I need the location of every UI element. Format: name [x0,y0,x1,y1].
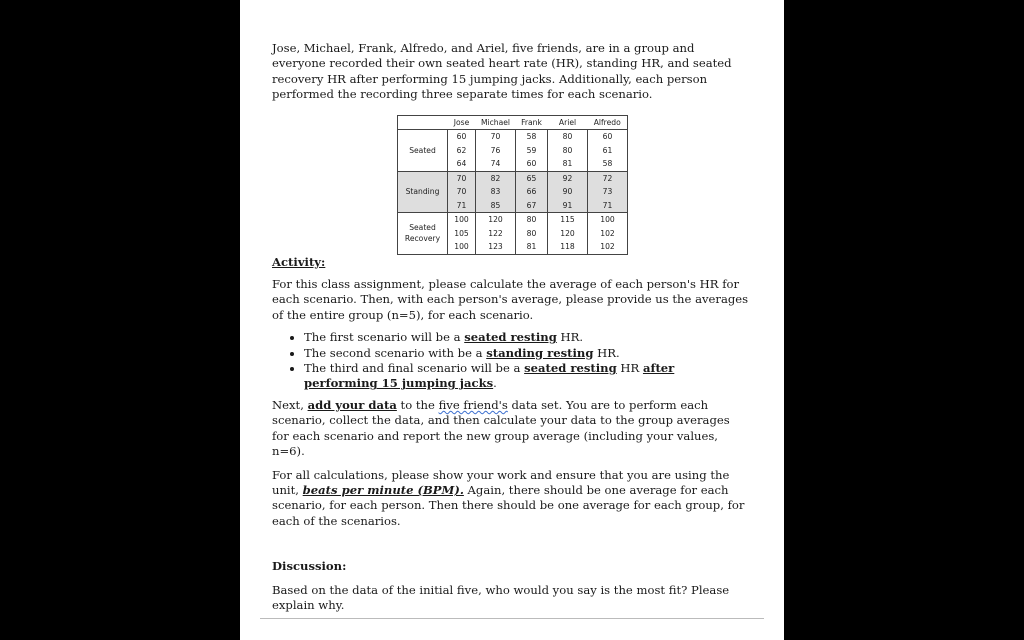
next-text: data set. You are to perform each scenario, collect the data, and then calculate your data to the group averages for each scenario and report the new group average (including your values, n=6). [272,397,730,459]
table-cell: 72 [588,171,628,185]
discussion-paragraph: Based on the data of the initial five, who would you say is the most fit? Please explain why. [272,582,730,612]
table-cell: 59 [516,144,548,158]
document-page [240,0,784,640]
table-cell: 100 [448,240,476,254]
discussion-heading: Discussion: [272,559,347,574]
bullet-text: The second scenario with be a [304,345,487,360]
table-cell: 58 [516,130,548,144]
table-cell: 60 [448,130,476,144]
table-cell: 70 [448,171,476,185]
header-michael: Michael [476,115,516,130]
table-row [398,130,628,144]
table-cell: 60 [588,130,628,144]
bullet-emphasis: seated resting [524,361,617,376]
table-cell: 60 [516,157,548,171]
activity-paragraph: For this class assignment, please calculate the average of each person's HR for each scenario. Then, with each person's average, please provide us the averages of the entire group (n=5), for each scenario. [272,277,749,322]
bullet-text: The first scenario will be a [304,330,465,345]
table-cell: 80 [516,213,548,227]
next-text: to the [396,397,439,412]
table-cell: 81 [516,240,548,254]
table-cell: 120 [476,213,516,227]
table-cell: 62 [448,144,476,158]
hr-table-wrapper [397,115,627,255]
bullet-text: . [493,376,497,391]
list-item [304,346,750,361]
heart-rate-table [397,115,628,255]
group-label-standing: Standing [398,171,448,213]
spacer [272,529,750,559]
page-divider [260,618,764,619]
table-cell: 90 [548,185,588,199]
bullet-text: HR. [593,345,620,360]
bullet-text: The third and final scenario will be a [304,361,525,376]
table-cell: 58 [588,157,628,171]
table-cell: 115 [548,213,588,227]
table-cell: 118 [548,240,588,254]
group-label-seated-recovery: Seated Recovery [398,213,448,255]
spacer [272,460,750,468]
next-text: Next, [272,397,308,412]
table-cell: 123 [476,240,516,254]
intro-paragraph: Jose, Michael, Frank, Alfredo, and Ariel, five friends, are in a group and everyone recorded their own seated heart rate (HR), standing HR, and seated recovery HR after performing 15 jumping jacks. Additionally, each person performed the recording three separate times for each scenario. [272,41,732,102]
table-cell: 122 [476,227,516,241]
header-frank: Frank [516,115,548,130]
header-jose: Jose [448,115,476,130]
calc-text: Again, there should be one average for each scenario, for each person. Then there should be one average for each group, for each of the scenarios. [272,482,745,528]
table-cell: 100 [588,213,628,227]
header-ariel: Ariel [548,115,588,130]
table-cell: 105 [448,227,476,241]
document-content [272,41,750,613]
table-cell: 100 [448,213,476,227]
table-cell: 76 [476,144,516,158]
list-item [304,361,750,392]
bullet-emphasis: after performing 15 jumping jacks [304,361,675,391]
bullet-text: HR. [556,330,584,345]
calc-text: For all calculations, please show your work and ensure that you are using the unit, [272,467,730,497]
table-cell: 67 [516,199,548,213]
table-cell: 80 [548,130,588,144]
bullet-emphasis: seated resting [464,330,557,345]
table-cell: 81 [548,157,588,171]
header-alfredo: Alfredo [588,115,628,130]
header-blank [398,115,448,130]
table-cell: 73 [588,185,628,199]
table-cell: 83 [476,185,516,199]
scenario-list [272,330,750,392]
table-cell: 91 [548,199,588,213]
bullet-text: HR [616,361,643,376]
table-cell: 80 [516,227,548,241]
table-cell: 70 [448,185,476,199]
table-cell: 71 [448,199,476,213]
group-label-seated: Seated [398,130,448,172]
table-cell: 66 [516,185,548,199]
activity-heading: Activity: [272,254,326,269]
table-cell: 102 [588,227,628,241]
spellcheck-link[interactable]: five friend's [438,397,508,412]
table-cell: 70 [476,130,516,144]
table-header-row [398,115,628,130]
table-cell: 92 [548,171,588,185]
table-cell: 120 [548,227,588,241]
table-cell: 64 [448,157,476,171]
table-cell: 85 [476,199,516,213]
table-cell: 80 [548,144,588,158]
calc-paragraph [272,468,750,530]
calc-emphasis: beats per minute (BPM). [302,482,464,497]
table-cell: 82 [476,171,516,185]
next-emphasis: add your data [307,397,397,412]
table-cell: 65 [516,171,548,185]
bullet-emphasis: standing resting [486,345,594,360]
table-cell: 74 [476,157,516,171]
table-row [398,213,628,227]
next-paragraph [272,398,750,460]
table-cell: 61 [588,144,628,158]
table-cell: 102 [588,240,628,254]
table-cell: 71 [588,199,628,213]
table-row [398,171,628,185]
list-item [304,330,750,345]
